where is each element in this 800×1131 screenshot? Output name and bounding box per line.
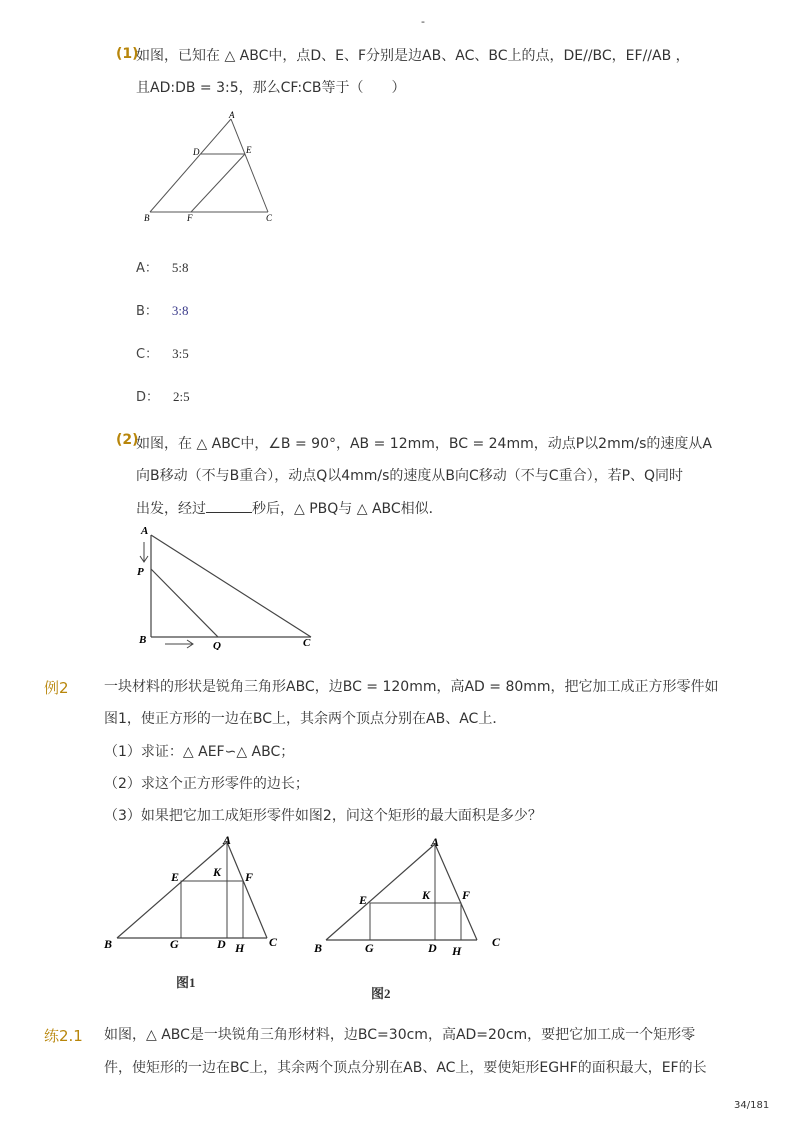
q1-option-c-key: C： xyxy=(136,347,159,362)
q1-option-b-key: B： xyxy=(136,304,158,319)
fig1-label-g: G xyxy=(170,937,179,951)
q1-option-a-value: 5:8 xyxy=(171,260,189,275)
fig1-label-c: C xyxy=(269,935,278,949)
fig2-label-d: D xyxy=(428,941,437,955)
fig1-label-b: B xyxy=(104,937,113,951)
q2-figure xyxy=(135,520,325,650)
q2-label-a: A xyxy=(141,525,149,537)
header-mark: - xyxy=(421,15,425,28)
q2-answer-blank[interactable] xyxy=(206,498,252,513)
q2-segment-pq xyxy=(151,569,218,637)
example-2-line2: 图1，使正方形的一边在BC上，其余两个顶点分别在AB、AC上． xyxy=(104,711,507,727)
fig2-side-ac xyxy=(435,844,477,940)
q1-side-ab xyxy=(150,119,231,212)
q1-option-b-value: 3:8 xyxy=(171,303,189,318)
q2-line2: 向B移动（不与B重合），动点Q以4mm/s的速度从B向C移动（不与C重合），若P、Q同时 xyxy=(136,468,684,484)
q1-line1: 如图，已知在 △ ABC中，点D、E、F分别是边AB、AC、BC上的点，DE//BC，EF//AB ， xyxy=(136,48,690,64)
q1-segment-ef xyxy=(191,154,245,212)
page-number: 34/181 xyxy=(734,1100,770,1111)
fig2-label-k: K xyxy=(422,888,431,902)
example-2-question-2: （2）求这个正方形零件的边长； xyxy=(104,776,309,792)
q1-line2: 且AD:DB = 3:5，那么CF:CB等于（ ） xyxy=(136,80,406,96)
q1-option-a[interactable] xyxy=(136,257,189,276)
q1-label-b: B xyxy=(144,213,150,223)
fig2-label-e: E xyxy=(359,893,368,907)
exercise-2-1-label-text: 练2.1 xyxy=(44,1027,83,1045)
fig1-label-f: F xyxy=(245,870,254,884)
fig2-label-g: G xyxy=(365,941,374,955)
fig2-label-h: H xyxy=(452,944,462,958)
fig1-label-d: D xyxy=(217,937,226,951)
q2-label-q: Q xyxy=(213,640,221,650)
fig2-label-a: A xyxy=(431,835,440,849)
q2-side-ac xyxy=(151,535,311,637)
fig2-label-f: F xyxy=(462,888,471,902)
q1-label-a: A xyxy=(229,110,235,120)
fig2-side-ab xyxy=(326,844,435,940)
example-2-label: 例2 xyxy=(44,679,69,697)
fig1-label-e: E xyxy=(171,870,180,884)
q1-option-d[interactable] xyxy=(136,386,190,405)
q2-line3-post: 秒后，△ PBQ与 △ ABC相似． xyxy=(252,501,443,517)
q2-label-c: C xyxy=(303,637,311,649)
q1-label-c: C xyxy=(266,213,273,223)
q1-option-c[interactable] xyxy=(136,343,189,362)
exercise-2-1-label xyxy=(44,1025,83,1046)
fig1-side-ac xyxy=(227,842,267,938)
example-2-figure-1 xyxy=(100,830,290,960)
example-2-question-3: （3）如果把它加工成矩形零件如图2，问这个矩形的最大面积是多少？ xyxy=(104,808,542,824)
q1-option-d-value: 2:5 xyxy=(173,389,190,404)
fig2-label-b: B xyxy=(314,941,323,955)
q1-option-a-key: A： xyxy=(136,261,158,276)
q1-number: (1) xyxy=(116,46,139,62)
q1-label-d: D xyxy=(193,147,200,157)
example-2-question-1: （1）求证：△ AEF∽△ ABC； xyxy=(104,744,295,760)
q1-label-f: F xyxy=(187,213,193,223)
q1-figure xyxy=(140,110,290,230)
figure-1-caption: 图1 xyxy=(176,975,196,990)
fig2-rectangle-efhg xyxy=(370,903,461,940)
fig2-label-c: C xyxy=(492,935,501,949)
q2-number: (2) xyxy=(116,432,139,448)
fig1-side-ab xyxy=(117,842,227,938)
q1-option-d-key: D： xyxy=(136,390,160,405)
q1-option-c-value: 3:5 xyxy=(172,346,189,361)
q2-line3 xyxy=(136,498,443,519)
q2-label-p: P xyxy=(137,566,144,578)
fig1-square-efhg xyxy=(181,881,243,938)
q1-option-b[interactable] xyxy=(136,300,189,319)
fig1-label-a: A xyxy=(223,833,232,847)
q2-line3-pre: 出发，经过 xyxy=(136,501,206,517)
exercise-2-1-line1: 如图，△ ABC是一块锐角三角形材料，边BC=30cm，高AD=20cm，要把它加工成一个矩形零 xyxy=(104,1027,696,1043)
fig1-label-h: H xyxy=(235,941,245,955)
q1-label-e: E xyxy=(246,145,252,155)
example-2-figure-2 xyxy=(310,832,510,962)
figure-2-caption: 图2 xyxy=(371,986,391,1001)
q1-side-ac xyxy=(231,119,268,212)
q2-label-b: B xyxy=(139,634,147,646)
q2-line1: 如图，在 △ ABC中，∠B = 90°，AB = 12mm，BC = 24mm，动点P以2mm/s的速度从A xyxy=(136,436,712,452)
exercise-2-1-line2: 件，使矩形的一边在BC上，其余两个顶点分别在AB、AC上，要使矩形EGHF的面积最大，EF的长 xyxy=(104,1060,707,1076)
fig1-label-k: K xyxy=(213,865,222,879)
example-2-line1: 一块材料的形状是锐角三角形ABC，边BC = 120mm，高AD = 80mm，把它加工成正方形零件如 xyxy=(104,679,719,695)
